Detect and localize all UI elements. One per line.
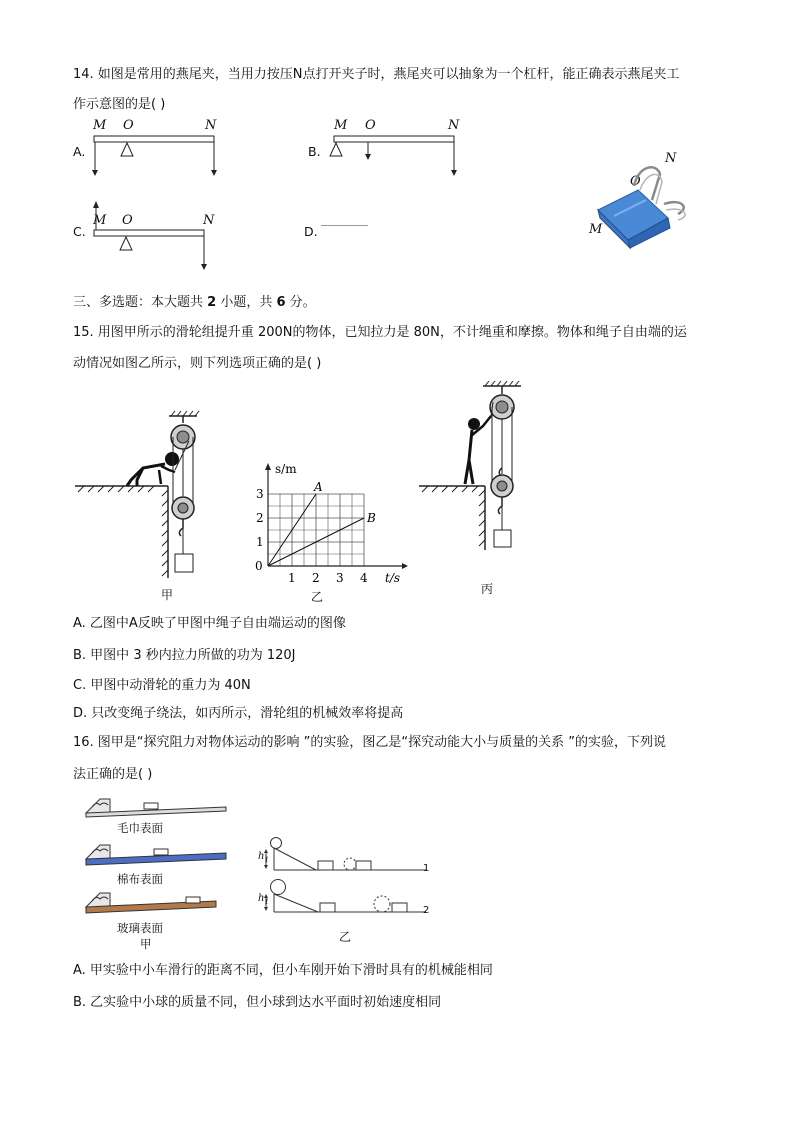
clip-label-n: N <box>665 151 677 166</box>
binder-clip-image <box>594 160 706 250</box>
q14-option-d-diagram[interactable] <box>321 225 368 226</box>
q16-figure-yi-caption: 乙 <box>339 930 352 944</box>
y-tick-label: 2 <box>256 511 264 525</box>
figure-bing-pulley-system <box>417 380 527 555</box>
q15-stem-line2: 动情况如图乙所示，则下列选项正确的是( ) <box>73 356 322 371</box>
section-question-count: 2 <box>207 295 217 310</box>
q14-option-c-label[interactable]: C. <box>73 224 86 239</box>
y-axis-label: s/m <box>275 462 297 476</box>
lever-label-n: N <box>203 213 215 228</box>
lever-label-m: M <box>93 213 107 228</box>
clip-label-o: O <box>630 174 641 189</box>
q15-option-b[interactable]: B. 甲图中 3 秒内拉力所做的功为 120J <box>73 648 296 663</box>
q16-figure-jia-caption: 甲 <box>140 937 152 951</box>
q14-stem-line1: 14. 如图是常用的燕尾夹，当用力按压N点打开夹子时，燕尾夹可以抽象为一个杠杆，能正确表示燕尾夹工 <box>73 67 680 82</box>
x-axis-arrow <box>402 563 408 569</box>
figure-jia-caption: 甲 <box>161 588 174 602</box>
q16-stem-line1: 16. 图甲是“探究阻力对物体运动的影响 ”的实验，图乙是“探究动能大小与质量的关系 ”的实验，下列说 <box>73 735 667 750</box>
q16-option-a[interactable]: A. 甲实验中小车滑行的距离不同，但小车刚开始下滑时具有的机械能相同 <box>73 963 493 978</box>
lever-label-o: O <box>123 118 134 133</box>
h1-letter: h <box>258 851 265 862</box>
y-tick-label: 3 <box>256 487 264 501</box>
lever-diagram-a <box>88 132 223 180</box>
section-heading-text: 分。 <box>285 295 316 310</box>
figure-jia-pulley-system <box>73 408 233 583</box>
q14-stem-line2: 作示意图的是( ) <box>73 97 166 112</box>
lever-label-o: O <box>122 213 133 228</box>
clip-label-m: M <box>589 222 603 237</box>
y-axis-arrow <box>265 463 271 470</box>
x-tick-label: 2 <box>312 571 320 585</box>
q14-option-b-label[interactable]: B. <box>308 144 321 159</box>
x-axis-label: t/s <box>385 571 401 585</box>
q16-figure-jia-ramps <box>82 793 232 923</box>
surface-glass-label: 玻璃表面 <box>117 921 163 935</box>
q16-option-b[interactable]: B. 乙实验中小球的质量不同，但小球到达水平面时初始速度相同 <box>73 995 442 1010</box>
x-tick-label: 4 <box>360 571 368 585</box>
origin-label: 0 <box>255 559 263 573</box>
figure-yi-caption: 乙 <box>311 590 324 604</box>
q16-stem-line2: 法正确的是( ) <box>73 767 153 782</box>
q16-figure-yi-collision <box>256 836 441 921</box>
figure-bing-caption: 丙 <box>481 582 494 596</box>
q15-stem-line1: 15. 用图甲所示的滑轮组提升重 200N的物体，已知拉力是 80N，不计绳重和摩擦。物体和绳子自由端的运 <box>73 325 687 340</box>
y-tick-label: 1 <box>256 535 264 549</box>
lever-label-n: N <box>205 118 217 133</box>
q15-option-c[interactable]: C. 甲图中动滑轮的重力为 40N <box>73 678 251 693</box>
surface-towel-label: 毛巾表面 <box>117 821 163 835</box>
x-tick-label: 3 <box>336 571 344 585</box>
line-a-label: A <box>314 480 323 494</box>
h1-label-row2 <box>258 893 269 906</box>
h1-label-row1 <box>258 851 269 864</box>
section-3-heading <box>73 294 316 312</box>
lever-diagram-c <box>88 198 218 274</box>
q14-option-a-label[interactable]: A. <box>73 144 86 159</box>
lever-label-m: M <box>93 118 107 133</box>
section-heading-text: 三、多选题：本大题共 <box>73 295 208 310</box>
section-points: 6 <box>276 295 286 310</box>
lever-label-m: M <box>334 118 348 133</box>
lever-label-o: O <box>365 118 376 133</box>
line-b-label: B <box>367 511 376 525</box>
row-1-label: 1 <box>423 863 430 874</box>
q14-option-d-label[interactable]: D. <box>304 224 318 239</box>
surface-cotton-label: 棉布表面 <box>117 872 163 886</box>
lever-label-n: N <box>448 118 460 133</box>
h1-subscript: 1 <box>264 898 269 906</box>
h1-letter: h <box>258 893 265 904</box>
lever-diagram-b <box>326 132 466 180</box>
q15-option-a[interactable]: A. 乙图中A反映了甲图中绳子自由端运动的图像 <box>73 616 346 631</box>
x-tick-label: 1 <box>288 571 296 585</box>
q15-option-d[interactable]: D. 只改变绳子绕法，如丙所示，滑轮组的机械效率将提高 <box>73 706 404 721</box>
row-2-label: 2 <box>423 905 430 916</box>
figure-yi-graph <box>250 458 420 588</box>
h1-subscript: 1 <box>264 856 269 864</box>
section-heading-text: 小题，共 <box>216 295 277 310</box>
